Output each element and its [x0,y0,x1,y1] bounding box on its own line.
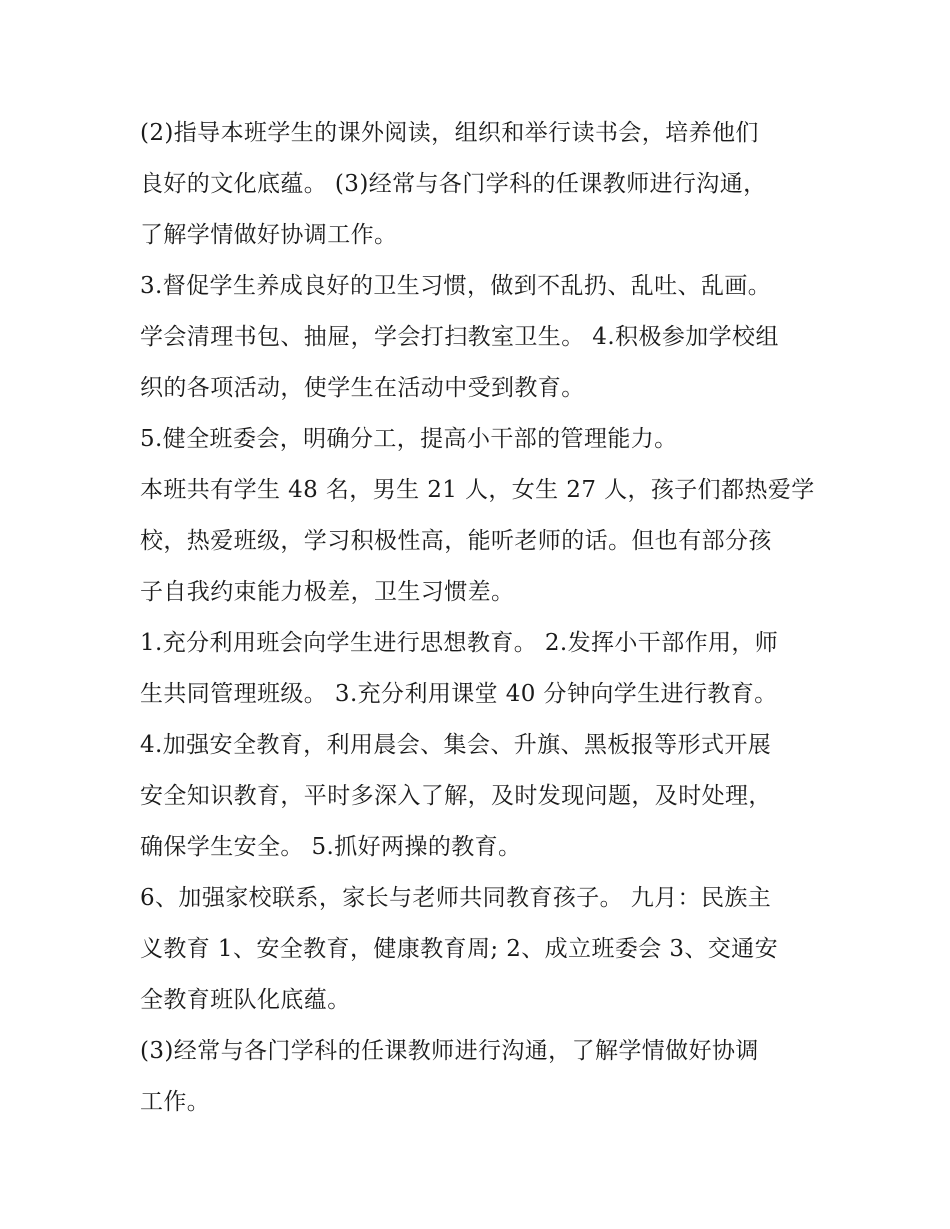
paragraph-measures-1-3 [140,618,820,720]
paragraph-home-school-september [140,873,820,1026]
text-line: 校，热爱班级，学习积极性高，能听老师的话。但也有部分孩 [140,528,772,554]
text-line: 1.充分利用班会向学生进行思想教育。 2.发挥小干部作用，师 [140,630,779,656]
paragraph-reading-guidance [140,108,820,261]
text-line: 本班共有学生 48 名，男生 21 人，女生 27 人，孩子们都热爱学 [140,477,815,503]
text-line: 生共同管理班级。 3.充分利用课堂 40 分钟向学生进行教育。 [140,681,778,707]
text-line: (3)经常与各门学科的任课教师进行沟通，了解学情做好协调 [140,1038,759,1064]
paragraph-hygiene-habits [140,261,820,414]
text-line: 学会清理书包、抽屉，学会打扫教室卫生。 4.积极参加学校组 [140,324,779,350]
text-line: 5.健全班委会，明确分工，提高小干部的管理能力。 [140,426,678,452]
paragraph-teacher-communication [140,1026,820,1128]
paragraph-class-committee [140,414,820,465]
text-line: 安全知识教育，平时多深入了解，及时发现问题，及时处理， [140,783,772,809]
paragraph-safety-education [140,720,820,873]
text-line: 了解学情做好协调工作。 [140,222,398,248]
text-line: (2)指导本班学生的课外阅读，组织和举行读书会，培养他们 [140,120,759,146]
text-line: 义教育 1、安全教育，健康教育周; 2、成立班委会 3、交通安 [140,936,778,962]
text-line: 良好的文化底蕴。 (3)经常与各门学科的任课教师进行沟通， [140,171,767,197]
text-line: 织的各项活动，使学生在活动中受到教育。 [140,375,585,401]
text-line: 确保学生安全。 5.抓好两操的教育。 [140,834,522,860]
text-line: 4.加强安全教育，利用晨会、集会、升旗、黑板报等形式开展 [140,732,772,758]
text-line: 3.督促学生养成良好的卫生习惯，做到不乱扔、乱吐、乱画。 [140,273,772,299]
text-line: 工作。 [140,1089,211,1115]
text-line: 6、加强家校联系，家长与老师共同教育孩子。 九月：民族主 [140,885,772,911]
document-page [140,108,820,1128]
text-line: 全教育班队化底蕴。 [140,987,351,1013]
text-line: 子自我约束能力极差，卫生习惯差。 [140,579,515,605]
paragraph-class-overview [140,465,820,618]
